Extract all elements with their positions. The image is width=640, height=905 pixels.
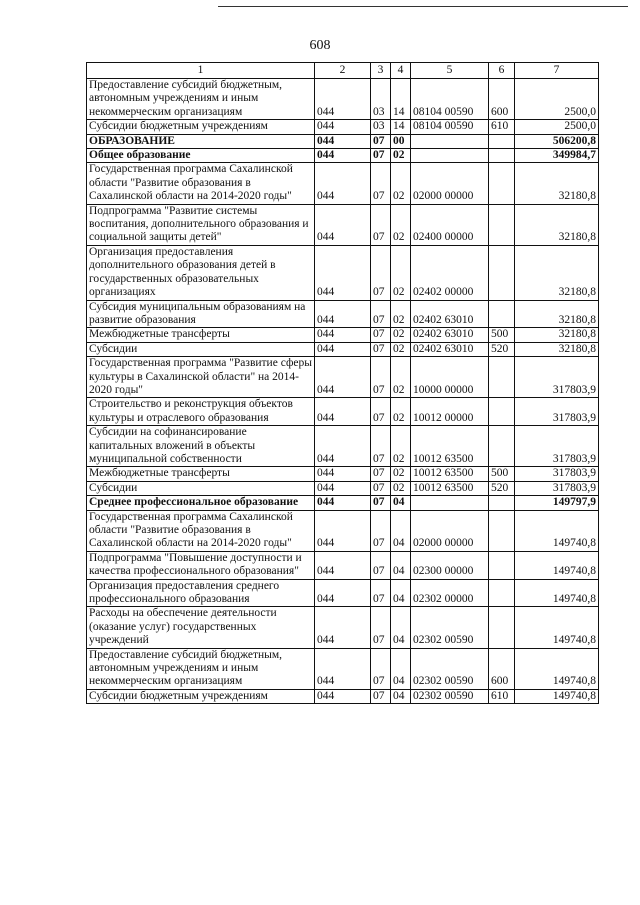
cell-rz: 07 bbox=[371, 134, 391, 148]
cell-sum: 2500,0 bbox=[515, 120, 599, 134]
cell-name: Субсидии бюджетным учреждениям bbox=[87, 689, 315, 703]
cell-rz: 07 bbox=[371, 245, 391, 300]
cell-vr bbox=[489, 510, 515, 551]
top-rule bbox=[218, 6, 628, 7]
cell-tgt bbox=[411, 496, 489, 510]
cell-name: Подпрограмма "Повышение доступности и качества профессионального образования" bbox=[87, 551, 315, 579]
cell-tgt: 02000 00000 bbox=[411, 510, 489, 551]
cell-rz: 07 bbox=[371, 510, 391, 551]
header-cell-rz: 3 bbox=[371, 63, 391, 79]
cell-vr bbox=[489, 300, 515, 328]
cell-sum: 32180,8 bbox=[515, 163, 599, 204]
cell-name: Государственная программа "Развитие сферы культуры в Сахалинской области" на 2014-2020 годы" bbox=[87, 357, 315, 398]
page-number: 608 bbox=[309, 38, 331, 53]
cell-sum: 317803,9 bbox=[515, 481, 599, 495]
table-row bbox=[87, 496, 599, 510]
table-row bbox=[87, 551, 599, 579]
cell-rz: 07 bbox=[371, 496, 391, 510]
cell-vr: 600 bbox=[489, 648, 515, 689]
cell-pr: 02 bbox=[391, 398, 411, 426]
cell-ved: 044 bbox=[315, 510, 371, 551]
cell-pr: 14 bbox=[391, 79, 411, 120]
cell-tgt bbox=[411, 149, 489, 163]
cell-sum: 317803,9 bbox=[515, 357, 599, 398]
cell-ved: 044 bbox=[315, 149, 371, 163]
cell-ved: 044 bbox=[315, 398, 371, 426]
cell-rz: 07 bbox=[371, 607, 391, 648]
header-cell-pr: 4 bbox=[391, 63, 411, 79]
cell-pr: 04 bbox=[391, 648, 411, 689]
cell-vr: 520 bbox=[489, 342, 515, 356]
cell-sum: 349984,7 bbox=[515, 149, 599, 163]
table-row bbox=[87, 467, 599, 481]
cell-name: Субсидии bbox=[87, 342, 315, 356]
cell-ved: 044 bbox=[315, 120, 371, 134]
table-body bbox=[87, 79, 599, 704]
cell-sum: 506200,8 bbox=[515, 134, 599, 148]
cell-rz: 07 bbox=[371, 342, 391, 356]
cell-name: Межбюджетные трансферты bbox=[87, 328, 315, 342]
cell-sum: 317803,9 bbox=[515, 467, 599, 481]
cell-name: Государственная программа Сахалинской области "Развитие образования в Сахалинской области на 2014-2020 годы" bbox=[87, 163, 315, 204]
table-row bbox=[87, 579, 599, 607]
cell-sum: 32180,8 bbox=[515, 342, 599, 356]
cell-rz: 07 bbox=[371, 149, 391, 163]
cell-name: Предоставление субсидий бюджетным, автономным учреждениям и иным некоммерческим организациям bbox=[87, 79, 315, 120]
cell-sum: 149740,8 bbox=[515, 648, 599, 689]
cell-tgt bbox=[411, 134, 489, 148]
cell-pr: 02 bbox=[391, 481, 411, 495]
table-row bbox=[87, 607, 599, 648]
cell-name: Расходы на обеспечение деятельности (оказание услуг) государственных учреждений bbox=[87, 607, 315, 648]
table-header bbox=[87, 63, 599, 79]
cell-ved: 044 bbox=[315, 342, 371, 356]
cell-rz: 07 bbox=[371, 579, 391, 607]
table-row bbox=[87, 689, 599, 703]
table-row bbox=[87, 510, 599, 551]
cell-vr: 500 bbox=[489, 467, 515, 481]
cell-name: Субсидии bbox=[87, 481, 315, 495]
table-row bbox=[87, 204, 599, 245]
cell-ved: 044 bbox=[315, 79, 371, 120]
cell-rz: 07 bbox=[371, 551, 391, 579]
cell-ved: 044 bbox=[315, 648, 371, 689]
cell-rz: 07 bbox=[371, 357, 391, 398]
header-row bbox=[87, 63, 599, 79]
header-cell-ved: 2 bbox=[315, 63, 371, 79]
cell-sum: 317803,9 bbox=[515, 426, 599, 467]
cell-rz: 07 bbox=[371, 689, 391, 703]
cell-tgt: 10012 00000 bbox=[411, 398, 489, 426]
cell-pr: 02 bbox=[391, 245, 411, 300]
cell-rz: 07 bbox=[371, 204, 391, 245]
cell-sum: 32180,8 bbox=[515, 328, 599, 342]
cell-rz: 07 bbox=[371, 481, 391, 495]
cell-tgt: 02302 00590 bbox=[411, 648, 489, 689]
cell-vr: 520 bbox=[489, 481, 515, 495]
cell-name: Подпрограмма "Развитие системы воспитания, дополнительного образования и социальной защиты детей" bbox=[87, 204, 315, 245]
cell-tgt: 02400 00000 bbox=[411, 204, 489, 245]
cell-vr bbox=[489, 607, 515, 648]
cell-name: Строительство и реконструкция объектов культуры и отраслевого образования bbox=[87, 398, 315, 426]
cell-sum: 149740,8 bbox=[515, 510, 599, 551]
cell-ved: 044 bbox=[315, 300, 371, 328]
table-row bbox=[87, 120, 599, 134]
cell-name: Государственная программа Сахалинской области "Развитие образования в Сахалинской области на 2014-2020 годы" bbox=[87, 510, 315, 551]
cell-pr: 04 bbox=[391, 689, 411, 703]
cell-tgt: 02402 63010 bbox=[411, 328, 489, 342]
cell-rz: 07 bbox=[371, 426, 391, 467]
cell-vr bbox=[489, 204, 515, 245]
cell-tgt: 02000 00000 bbox=[411, 163, 489, 204]
cell-rz: 03 bbox=[371, 79, 391, 120]
cell-rz: 07 bbox=[371, 163, 391, 204]
table-row bbox=[87, 398, 599, 426]
cell-tgt: 10012 63500 bbox=[411, 481, 489, 495]
budget-table bbox=[86, 62, 599, 704]
cell-sum: 149740,8 bbox=[515, 607, 599, 648]
cell-ved: 044 bbox=[315, 328, 371, 342]
cell-sum: 32180,8 bbox=[515, 300, 599, 328]
table-row bbox=[87, 357, 599, 398]
cell-pr: 04 bbox=[391, 607, 411, 648]
cell-tgt: 02300 00000 bbox=[411, 551, 489, 579]
cell-name: Субсидия муниципальным образованиям на развитие образования bbox=[87, 300, 315, 328]
cell-vr bbox=[489, 357, 515, 398]
header-cell-sum: 7 bbox=[515, 63, 599, 79]
cell-sum: 149740,8 bbox=[515, 551, 599, 579]
cell-pr: 02 bbox=[391, 328, 411, 342]
header-cell-vr: 6 bbox=[489, 63, 515, 79]
cell-ved: 044 bbox=[315, 481, 371, 495]
table-row bbox=[87, 426, 599, 467]
cell-sum: 32180,8 bbox=[515, 245, 599, 300]
header-cell-name: 1 bbox=[87, 63, 315, 79]
cell-tgt: 08104 00590 bbox=[411, 120, 489, 134]
cell-sum: 2500,0 bbox=[515, 79, 599, 120]
cell-tgt: 10012 63500 bbox=[411, 467, 489, 481]
cell-ved: 044 bbox=[315, 245, 371, 300]
cell-vr: 500 bbox=[489, 328, 515, 342]
cell-sum: 32180,8 bbox=[515, 204, 599, 245]
cell-name: Среднее профессиональное образование bbox=[87, 496, 315, 510]
cell-rz: 07 bbox=[371, 398, 391, 426]
cell-name: ОБРАЗОВАНИЕ bbox=[87, 134, 315, 148]
cell-vr bbox=[489, 149, 515, 163]
cell-sum: 149797,9 bbox=[515, 496, 599, 510]
cell-name: Предоставление субсидий бюджетным, автономным учреждениям и иным некоммерческим организациям bbox=[87, 648, 315, 689]
table-row bbox=[87, 300, 599, 328]
cell-tgt: 08104 00590 bbox=[411, 79, 489, 120]
table-row bbox=[87, 648, 599, 689]
cell-tgt: 02402 63010 bbox=[411, 300, 489, 328]
cell-pr: 04 bbox=[391, 496, 411, 510]
cell-ved: 044 bbox=[315, 607, 371, 648]
cell-vr bbox=[489, 134, 515, 148]
cell-tgt: 02302 00590 bbox=[411, 607, 489, 648]
cell-sum: 317803,9 bbox=[515, 398, 599, 426]
cell-sum: 149740,8 bbox=[515, 579, 599, 607]
table-row bbox=[87, 245, 599, 300]
cell-tgt: 02302 00000 bbox=[411, 579, 489, 607]
cell-vr bbox=[489, 398, 515, 426]
cell-name: Межбюджетные трансферты bbox=[87, 467, 315, 481]
cell-ved: 044 bbox=[315, 134, 371, 148]
cell-ved: 044 bbox=[315, 689, 371, 703]
table-row bbox=[87, 79, 599, 120]
table-row bbox=[87, 134, 599, 148]
cell-sum: 149740,8 bbox=[515, 689, 599, 703]
cell-rz: 07 bbox=[371, 467, 391, 481]
cell-pr: 04 bbox=[391, 510, 411, 551]
cell-vr bbox=[489, 496, 515, 510]
cell-vr: 610 bbox=[489, 120, 515, 134]
cell-tgt: 02402 63010 bbox=[411, 342, 489, 356]
cell-ved: 044 bbox=[315, 204, 371, 245]
cell-name: Общее образование bbox=[87, 149, 315, 163]
cell-ved: 044 bbox=[315, 426, 371, 467]
cell-pr: 04 bbox=[391, 579, 411, 607]
cell-ved: 044 bbox=[315, 163, 371, 204]
cell-vr bbox=[489, 245, 515, 300]
cell-name: Субсидии на софинансирование капитальных вложений в объекты муниципальной собственности bbox=[87, 426, 315, 467]
cell-name: Организация предоставления дополнительного образования детей в государственных образовательных организациях bbox=[87, 245, 315, 300]
cell-vr bbox=[489, 163, 515, 204]
cell-rz: 03 bbox=[371, 120, 391, 134]
cell-ved: 044 bbox=[315, 551, 371, 579]
cell-tgt: 10012 63500 bbox=[411, 426, 489, 467]
cell-pr: 02 bbox=[391, 149, 411, 163]
cell-pr: 02 bbox=[391, 357, 411, 398]
cell-ved: 044 bbox=[315, 467, 371, 481]
table-row bbox=[87, 149, 599, 163]
cell-vr bbox=[489, 551, 515, 579]
cell-rz: 07 bbox=[371, 300, 391, 328]
cell-vr: 600 bbox=[489, 79, 515, 120]
table-row bbox=[87, 328, 599, 342]
cell-vr bbox=[489, 426, 515, 467]
cell-ved: 044 bbox=[315, 357, 371, 398]
cell-rz: 07 bbox=[371, 648, 391, 689]
cell-rz: 07 bbox=[371, 328, 391, 342]
table-row bbox=[87, 342, 599, 356]
cell-pr: 02 bbox=[391, 342, 411, 356]
cell-tgt: 02302 00590 bbox=[411, 689, 489, 703]
cell-pr: 02 bbox=[391, 426, 411, 467]
cell-pr: 02 bbox=[391, 204, 411, 245]
cell-tgt: 10000 00000 bbox=[411, 357, 489, 398]
table-row bbox=[87, 163, 599, 204]
cell-tgt: 02402 00000 bbox=[411, 245, 489, 300]
cell-ved: 044 bbox=[315, 496, 371, 510]
cell-pr: 04 bbox=[391, 551, 411, 579]
cell-ved: 044 bbox=[315, 579, 371, 607]
cell-vr bbox=[489, 579, 515, 607]
cell-pr: 00 bbox=[391, 134, 411, 148]
cell-pr: 02 bbox=[391, 300, 411, 328]
header-cell-tgt: 5 bbox=[411, 63, 489, 79]
cell-pr: 02 bbox=[391, 163, 411, 204]
cell-vr: 610 bbox=[489, 689, 515, 703]
cell-name: Организация предоставления среднего профессионального образования bbox=[87, 579, 315, 607]
table-row bbox=[87, 481, 599, 495]
cell-pr: 14 bbox=[391, 120, 411, 134]
cell-pr: 02 bbox=[391, 467, 411, 481]
cell-name: Субсидии бюджетным учреждениям bbox=[87, 120, 315, 134]
